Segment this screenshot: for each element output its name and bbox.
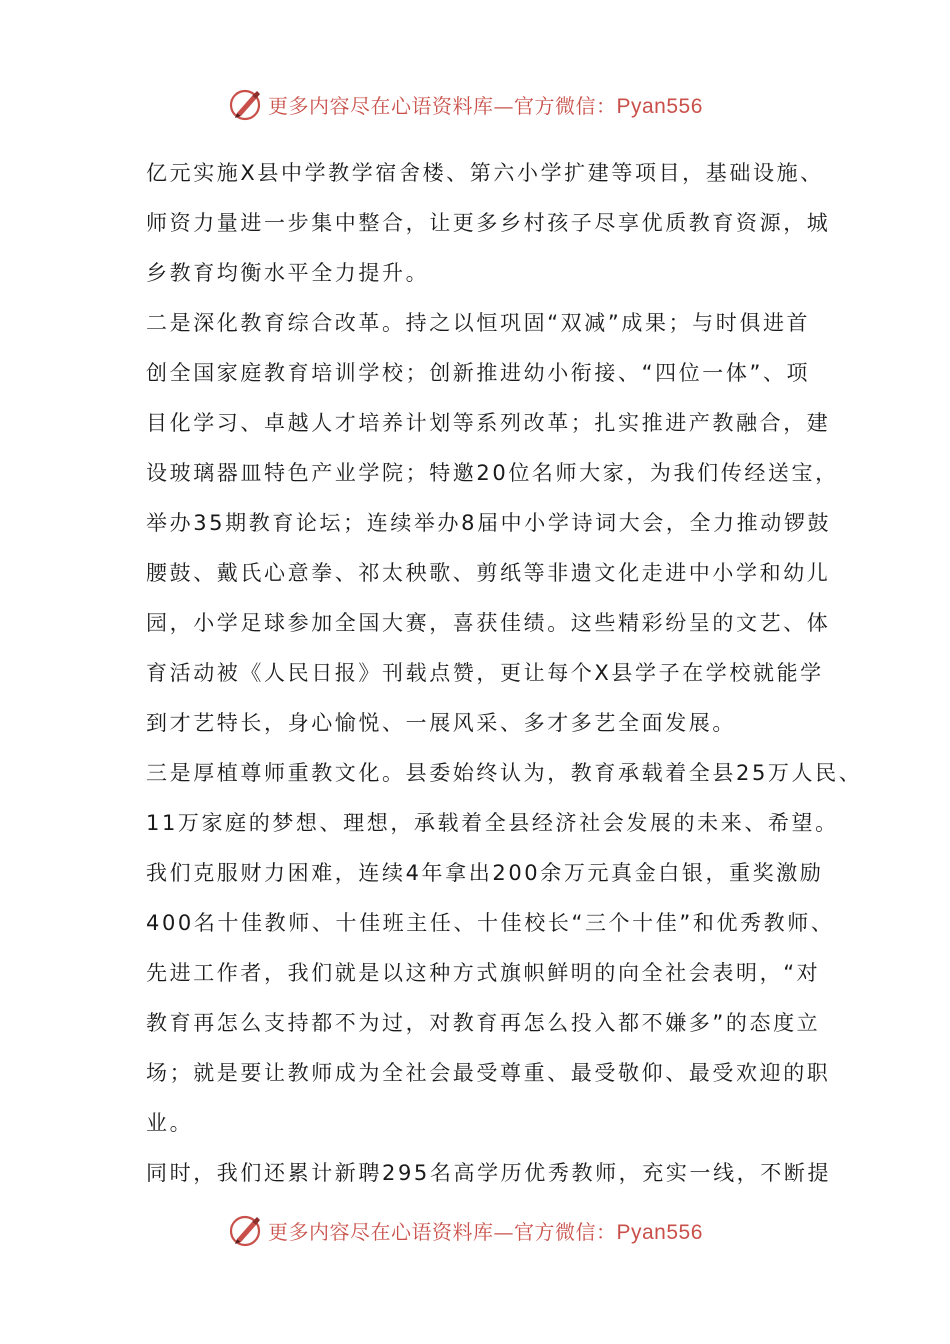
text-line: 举办35期教育论坛；连续举办8届中小学诗词大会，全力推动锣鼓 xyxy=(146,511,832,535)
text-line: 11万家庭的梦想、理想，承载着全县经济社会发展的未来、希望。 xyxy=(146,811,839,835)
text-line: 设玻璃器皿特色产业学院；特邀20位名师大家，为我们传经送宝， xyxy=(146,461,839,485)
text-line: 师资力量进一步集中整合，让更多乡村孩子尽享优质教育资源，城 xyxy=(146,211,831,235)
watermark-text: 更多内容尽在心语资料库—官方微信：Pyan556 xyxy=(268,1219,703,1244)
text-line: 400名十佳教师、十佳班主任、十佳校长“三个十佳”和优秀教师、 xyxy=(146,911,835,935)
text-line: 到才艺特长，身心愉悦、一展风采、多才多艺全面发展。 xyxy=(146,711,736,735)
text-line: 同时，我们还累计新聘295名高学历优秀教师，充实一线，不断提 xyxy=(146,1161,832,1185)
text-line: 教育再怎么支持都不为过，对教育再怎么投入都不嫌多”的态度立 xyxy=(146,1011,821,1035)
text-line: 三是厚植尊师重教文化。县委始终认为，教育承载着全县25万人民、 xyxy=(146,761,863,785)
text-line: 育活动被《人民日报》刊载点赞，更让每个X县学子在学校就能学 xyxy=(146,661,824,685)
paragraph-1 xyxy=(146,148,831,298)
text-line: 二是深化教育综合改革。持之以恒巩固“双减”成果；与时俱进首 xyxy=(146,311,811,335)
text-line: 园，小学足球参加全国大赛，喜获佳绩。这些精彩纷呈的文艺、体 xyxy=(146,611,831,635)
text-line: 亿元实施X县中学教学宿舍楼、第六小学扩建等项目，基础设施、 xyxy=(146,161,824,185)
paragraph-2 xyxy=(146,298,839,748)
text-line: 先进工作者，我们就是以这种方式旗帜鲜明的向全社会表明，“对 xyxy=(146,961,821,985)
watermark-text: 更多内容尽在心语资料库—官方微信：Pyan556 xyxy=(268,93,703,118)
text-line: 乡教育均衡水平全力提升。 xyxy=(146,261,430,285)
pen-logo-icon xyxy=(228,1212,264,1248)
text-line: 腰鼓、戴氏心意拳、祁太秧歌、剪纸等非遗文化走进中小学和幼儿 xyxy=(146,561,831,585)
pen-logo-icon xyxy=(228,86,264,122)
header-watermark xyxy=(228,85,703,123)
document-body xyxy=(146,148,863,1198)
paragraph-4 xyxy=(146,1148,832,1198)
paragraph-3 xyxy=(146,748,863,1148)
text-line: 我们克服财力困难，连续4年拿出200余万元真金白银，重奖激励 xyxy=(146,861,824,885)
text-line: 业。 xyxy=(146,1111,194,1135)
text-line: 创全国家庭教育培训学校；创新推进幼小衔接、“四位一体”、项 xyxy=(146,361,811,385)
footer-watermark xyxy=(228,1211,703,1249)
text-line: 场；就是要让教师成为全社会最受尊重、最受敬仰、最受欢迎的职 xyxy=(146,1061,831,1085)
text-line: 目化学习、卓越人才培养计划等系列改革；扎实推进产教融合，建 xyxy=(146,411,831,435)
